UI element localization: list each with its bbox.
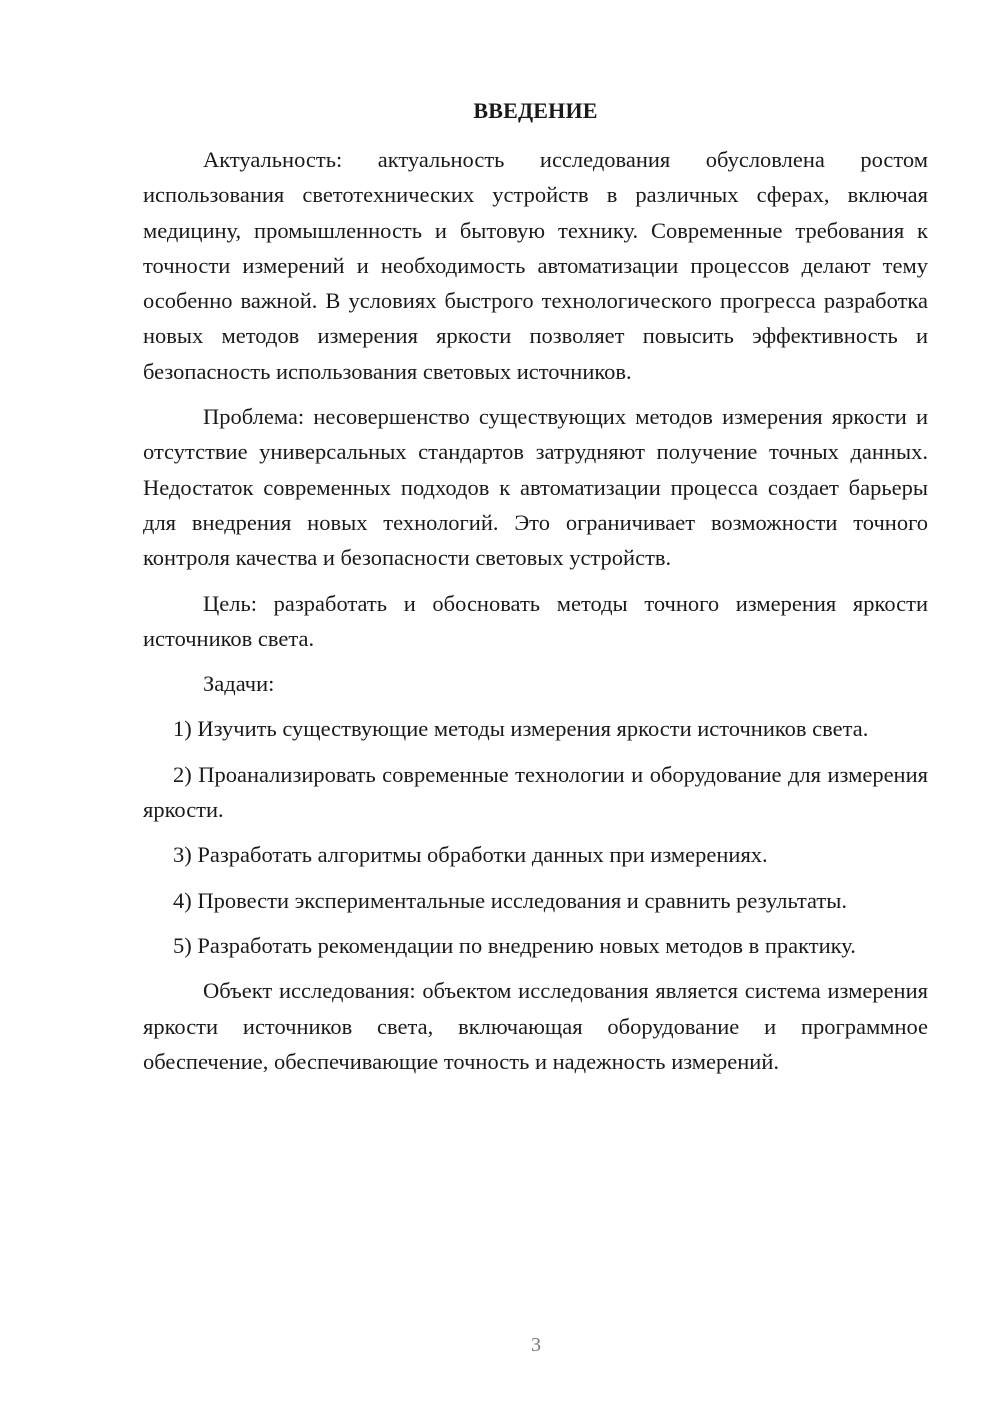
section-heading: ВВЕДЕНИЕ bbox=[473, 98, 598, 123]
paragraph-object: Объект исследования: объектом исследования является система измерения яркости источников света, включающая оборудование и программное обеспечение, обеспечивающие точность и надежность измерений. bbox=[143, 978, 928, 1074]
list-item: 1) Изучить существующие методы измерения яркости источников света. bbox=[173, 716, 869, 742]
document-body bbox=[143, 142, 928, 1079]
paragraph-relevance: Актуальность: актуальность исследования обусловлена ростом использования светотехнических устройств в различных сферах, включая медицину, промышленность и бытовую технику. Современные требования к точности измерений и необходимость автоматизации процессов делают тему особенно важной. В условиях быстрого технологического прогресса разработка новых методов измерения яркости позволяет повысить эффективность и безопасность использования световых источников. bbox=[143, 147, 928, 384]
page-number: 3 bbox=[531, 1334, 541, 1356]
list-item: 5) Разработать рекомендации по внедрению новых методов в практику. bbox=[173, 932, 856, 958]
list-item: 4) Провести экспериментальные исследования и сравнить результаты. bbox=[173, 887, 848, 913]
list-item: 2) Проанализировать современные технологии и оборудование для измерения яркости. bbox=[143, 761, 928, 823]
tasks-list bbox=[143, 711, 928, 963]
paragraph-problem: Проблема: несовершенство существующих методов измерения яркости и отсутствие универсальных стандартов затрудняют получение точных данных. Недостаток современных подходов к автоматизации процесса создает барьеры для внедрения новых технологий. Это ограничивает возможности точного контроля качества и безопасности световых устройств. bbox=[143, 404, 928, 571]
paragraph-goal: Цель: разработать и обосновать методы точного измерения яркости источников света. bbox=[143, 590, 928, 651]
list-item: 3) Разработать алгоритмы обработки данных при измерениях. bbox=[173, 842, 768, 868]
tasks-heading: Задачи: bbox=[203, 671, 275, 697]
